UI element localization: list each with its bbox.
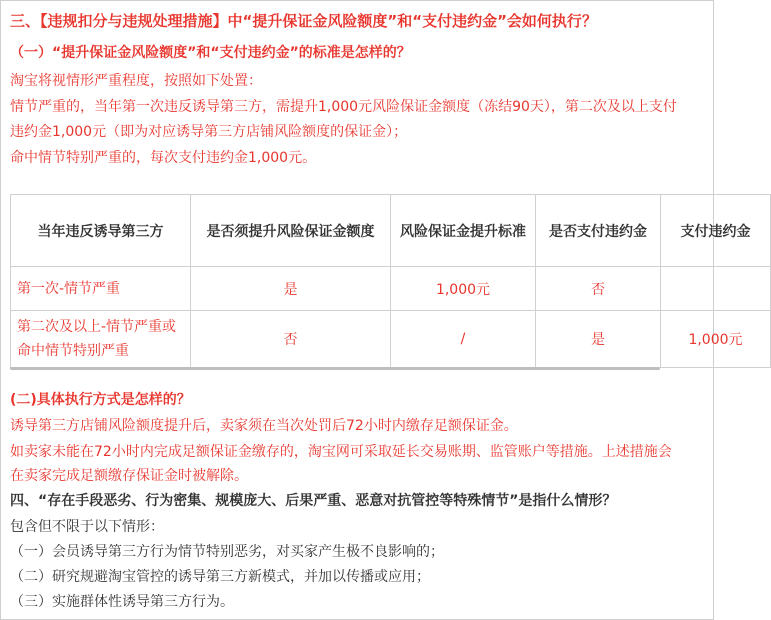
table-row	[11, 311, 771, 368]
section4-intro: 包含但不限于以下情形：	[10, 519, 164, 535]
sub1-title: （一）“提升保证金风险额度”和“支付违约金”的标准是怎样的？	[10, 45, 411, 61]
table-cell: /	[391, 311, 536, 368]
table-header-cell: 风险保证金提升标准	[391, 195, 536, 267]
table-cell: 否	[191, 311, 391, 368]
table-horizontal-scrollbar[interactable]	[10, 367, 660, 370]
section4-title: 四、“存在手段恶劣、行为密集、规模庞大、后果严重、恶意对抗管控等特殊情节”是指什么情形？	[10, 493, 617, 509]
penalty-table	[10, 194, 771, 368]
list-item: （三）实施群体性诱导第三方行为。	[10, 594, 234, 610]
table-cell: 1,000元	[661, 311, 771, 368]
rule1-line2: 违约金1,000元（即为对应诱导第三方店铺风险额度的保证金）；	[10, 124, 408, 140]
exec-line3: 在卖家完成足额缴存保证金时被解除。	[10, 468, 248, 484]
table-cell: 第二次及以上-情节严重或命中情节特别严重	[11, 311, 191, 368]
table-cell	[661, 267, 771, 311]
sub2-title: (二)具体执行方式是怎样的？	[10, 392, 191, 408]
table-cell: 否	[536, 267, 661, 311]
exec-line2: 如卖家未能在72小时内完成足额保证金缴存的，淘宝网可采取延长交易账期、监管账户等措施。上述措施会	[10, 444, 672, 460]
table-cell: 是	[536, 311, 661, 368]
list-item: （一）会员诱导第三方行为情节特别恶劣，对买家产生极不良影响的；	[10, 544, 444, 560]
table-header-cell: 是否须提升风险保证金额度	[191, 195, 391, 267]
table-cell: 1,000元	[391, 267, 536, 311]
table-cell: 是	[191, 267, 391, 311]
section3-title: 三、【违规扣分与违规处理措施】中“提升保证金风险额度”和“支付违约金”会如何执行？	[10, 12, 597, 30]
penalty-table-container[interactable]	[10, 194, 751, 369]
exec-line1: 诱导第三方店铺风险额度提升后，卖家须在当次处罚后72小时内缴存足额保证金。	[10, 418, 518, 434]
table-header-cell: 当年违反诱导第三方	[11, 195, 191, 267]
table-row	[11, 267, 771, 311]
rule1-line1: 情节严重的，当年第一次违反诱导第三方，需提升1,000元风险保证金额度（冻结90天），第二次及以上支付	[10, 99, 677, 115]
rule2-text: 命中情节特别严重的，每次支付违约金1,000元。	[10, 150, 317, 166]
list-item: （二）研究规避淘宝管控的诱导第三方新模式，并加以传播或应用；	[10, 569, 430, 585]
table-header-row	[11, 195, 771, 267]
table-header-cell: 支付违约金	[661, 195, 771, 267]
intro-text: 淘宝将视情形严重程度，按照如下处置：	[10, 73, 262, 89]
table-cell: 第一次-情节严重	[11, 267, 191, 311]
table-header-cell: 是否支付违约金	[536, 195, 661, 267]
